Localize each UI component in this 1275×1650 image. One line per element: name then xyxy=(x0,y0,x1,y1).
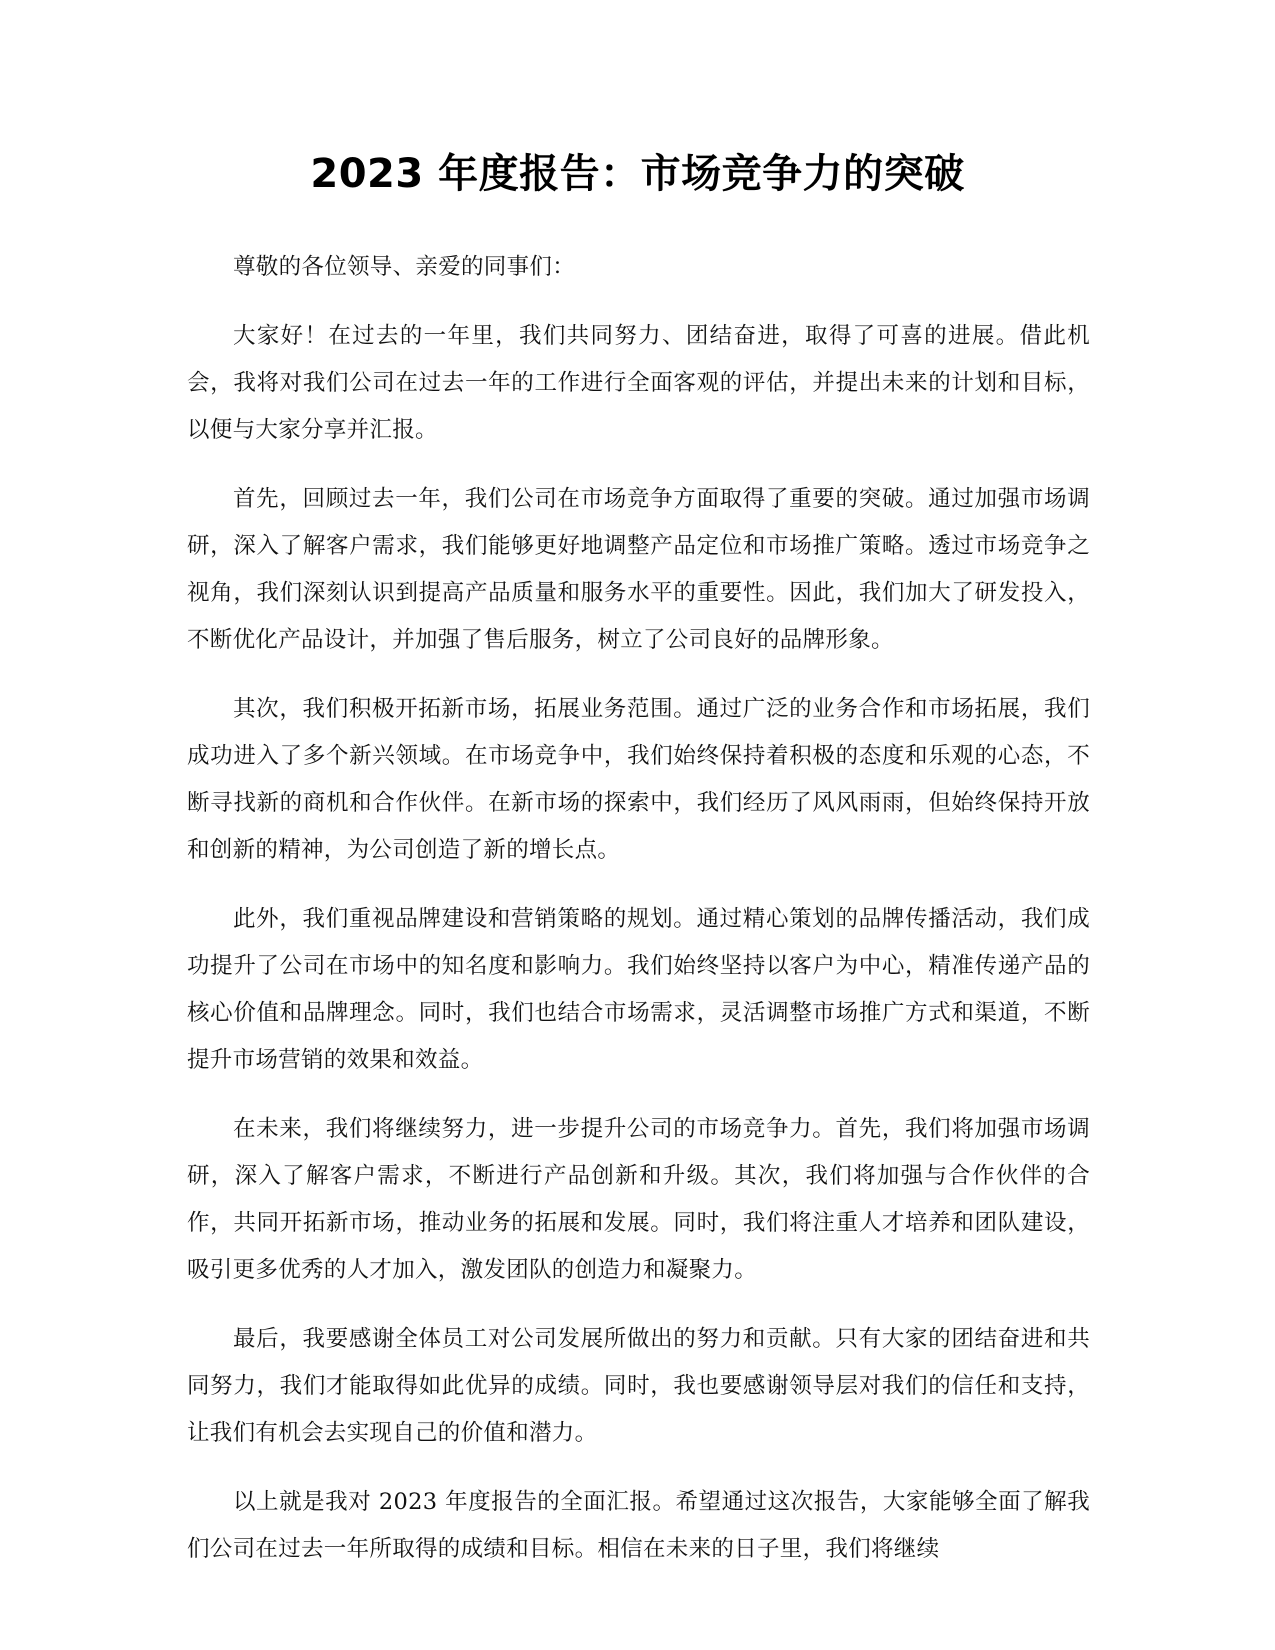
body-paragraph: 首先，回顾过去一年，我们公司在市场竞争方面取得了重要的突破。通过加强市场调研，深入了解客户需求，我们能够更好地调整产品定位和市场推广策略。透过市场竞争之视角，我们深刻认识到提高产品质量和服务水平的重要性。因此，我们加大了研发投入，不断优化产品设计，并加强了售后服务，树立了公司良好的品牌形象。 xyxy=(187,486,1090,653)
document-body xyxy=(187,244,1090,1595)
document-title: 2023 年度报告：市场竞争力的突破 xyxy=(310,151,965,197)
body-paragraph: 此外，我们重视品牌建设和营销策略的规划。通过精心策划的品牌传播活动，我们成功提升了公司在市场中的知名度和影响力。我们始终坚持以客户为中心，精准传递产品的核心价值和品牌理念。同时，我们也结合市场需求，灵活调整市场推广方式和渠道，不断提升市场营销的效果和效益。 xyxy=(187,906,1090,1073)
body-paragraph: 以上就是我对 2023 年度报告的全面汇报。希望通过这次报告，大家能够全面了解我们公司在过去一年所取得的成绩和目标。相信在未来的日子里，我们将继续 xyxy=(187,1489,1090,1562)
body-paragraph: 其次，我们积极开拓新市场，拓展业务范围。通过广泛的业务合作和市场拓展，我们成功进入了多个新兴领域。在市场竞争中，我们始终保持着积极的态度和乐观的心态，不断寻找新的商机和合作伙伴。在新市场的探索中，我们经历了风风雨雨，但始终保持开放和创新的精神，为公司创造了新的增长点。 xyxy=(187,696,1090,863)
salutation-paragraph: 尊敬的各位领导、亲爱的同事们： xyxy=(233,254,576,280)
body-paragraph: 在未来，我们将继续努力，进一步提升公司的市场竞争力。首先，我们将加强市场调研，深入了解客户需求，不断进行产品创新和升级。其次，我们将加强与合作伙伴的合作，共同开拓新市场，推动业务的拓展和发展。同时，我们将注重人才培养和团队建设，吸引更多优秀的人才加入，激发团队的创造力和凝聚力。 xyxy=(187,1116,1090,1283)
body-paragraph: 大家好！在过去的一年里，我们共同努力、团结奋进，取得了可喜的进展。借此机会，我将对我们公司在过去一年的工作进行全面客观的评估，并提出未来的计划和目标，以便与大家分享并汇报。 xyxy=(187,323,1090,443)
body-paragraph: 最后，我要感谢全体员工对公司发展所做出的努力和贡献。只有大家的团结奋进和共同努力，我们才能取得如此优异的成绩。同时，我也要感谢领导层对我们的信任和支持，让我们有机会去实现自己的价值和潜力。 xyxy=(187,1326,1090,1446)
